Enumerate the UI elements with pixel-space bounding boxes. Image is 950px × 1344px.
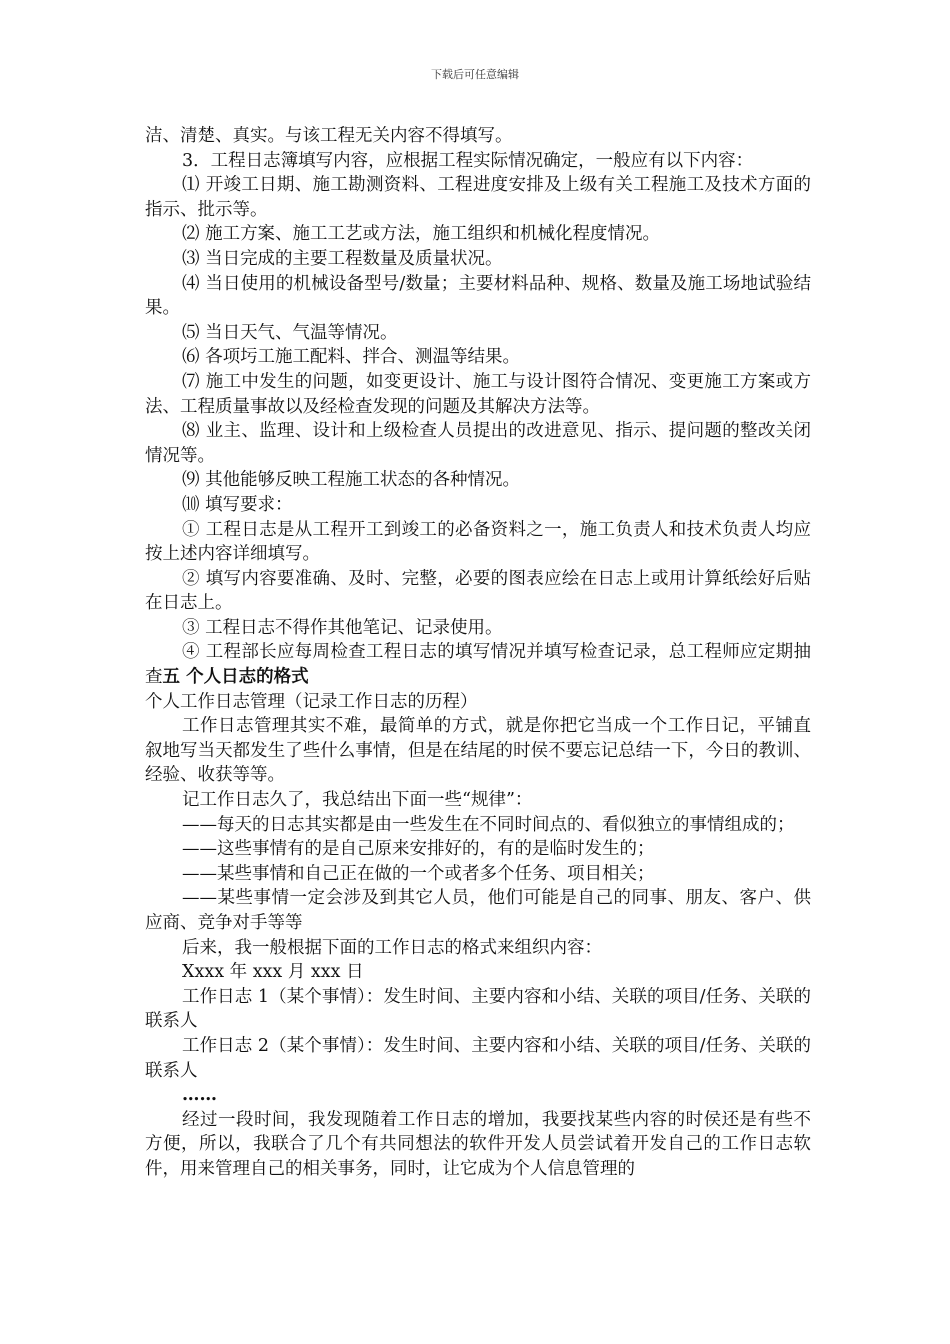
requirement-item: ① 工程日志是从工程开工到竣工的必备资料之一，施工负责人和技术负责人均应按上述内容详细填写。 (145, 519, 811, 565)
list-item: ⑵ 施工方案、施工工艺或方法，施工组织和机械化程度情况。 (182, 224, 661, 245)
list-item: ⑷ 当日使用的机械设备型号/数量；主要材料品种、规格、数量及施工场地试验结果。 (145, 273, 811, 319)
list-item: ⑴ 开竣工日期、施工勘测资料、工程进度安排及上级有关工程施工及技术方面的指示、批示等。 (145, 175, 811, 220)
date-template: Xxxx 年 xxx 月 xxx 日 (182, 962, 364, 983)
requirement-item: ② 填写内容要准确、及时、完整，必要的图表应绘在日志上或用计算纸绘好后贴在日志上。 (145, 568, 811, 614)
rule-item: ——某些事情和自己正在做的一个或者多个任务、项目相关； (182, 863, 655, 884)
subheading: 个人工作日志管理（记录工作日志的历程） (145, 691, 478, 712)
rule-item: ——某些事情一定会涉及到其它人员，他们可能是自己的同事、朋友、客户、供应商、竞争对手等等 (145, 888, 811, 933)
log-entry-template: 工作日志 1（某个事情）：发生时间、主要内容和小结、关联的项目/任务、关联的联系人 (145, 986, 811, 1032)
log-entry-template: 工作日志 2（某个事情）：发生时间、主要内容和小结、关联的项目/任务、关联的联系人 (145, 1035, 811, 1081)
ellipsis: …… (182, 1085, 217, 1106)
paragraph: 3．工程日志簿填写内容，应根据工程实际情况确定，一般应有以下内容： (182, 150, 754, 171)
paragraph: 工作日志管理其实不难，最简单的方式，就是你把它当成一个工作日记，平铺直叙地写当天都发生了些什么事情，但是在结尾的时侯不要忘记总结一下，今日的教训、经验、收获等等。 (145, 716, 811, 786)
paragraph: 后来，我一般根据下面的工作日志的格式来组织内容： (182, 937, 602, 958)
list-item: ⑽ 填写要求： (182, 494, 293, 515)
section-heading: 五 个人日志的格式 (162, 667, 309, 688)
rule-item: ——这些事情有的是自己原来安排好的，有的是临时发生的； (182, 839, 655, 860)
paragraph: 洁、清楚、真实。与该工程无关内容不得填写。 (145, 126, 513, 146)
list-item: ⑻ 业主、监理、设计和上级检查人员提出的改进意见、指示、提问题的整改关闭情况等。 (145, 421, 811, 466)
list-item: ⑶ 当日完成的主要工程数量及质量状况。 (182, 248, 503, 269)
requirement-item: ③ 工程日志不得作其他笔记、记录使用。 (182, 617, 503, 638)
paragraph: 经过一段时间，我发现随着工作日志的增加，我要找某些内容的时侯还是有些不方便，所以，我联合了几个有共同想法的软件开发人员尝试着开发自己的工作日志软件，用来管理自己的相关事务，同时，让它成为个人信息管理的 (145, 1109, 811, 1179)
list-item: ⑼ 其他能够反映工程施工状态的各种情况。 (182, 470, 521, 491)
requirement-item-with-heading (145, 640, 811, 689)
requirement-text: ④ 工程部长应每周检查工程日志的填写情况并填写检查记录，总工程师应定期抽查 (145, 642, 811, 688)
document-body (145, 124, 811, 1182)
list-item: ⑹ 各项圬工施工配料、拌合、测温等结果。 (182, 347, 521, 368)
paragraph: 记工作日志久了，我总结出下面一些“规律”： (182, 790, 533, 811)
page-header: 下载后可任意编辑 (431, 68, 519, 81)
rule-item: ——每天的日志其实都是由一些发生在不同时间点的、看似独立的事情组成的； (182, 814, 795, 835)
list-item: ⑺ 施工中发生的问题，如变更设计、施工与设计图符合情况、变更施工方案或方法、工程质量事故以及经检查发现的问题及其解决方法等。 (145, 371, 811, 417)
list-item: ⑸ 当日天气、气温等情况。 (182, 322, 398, 343)
